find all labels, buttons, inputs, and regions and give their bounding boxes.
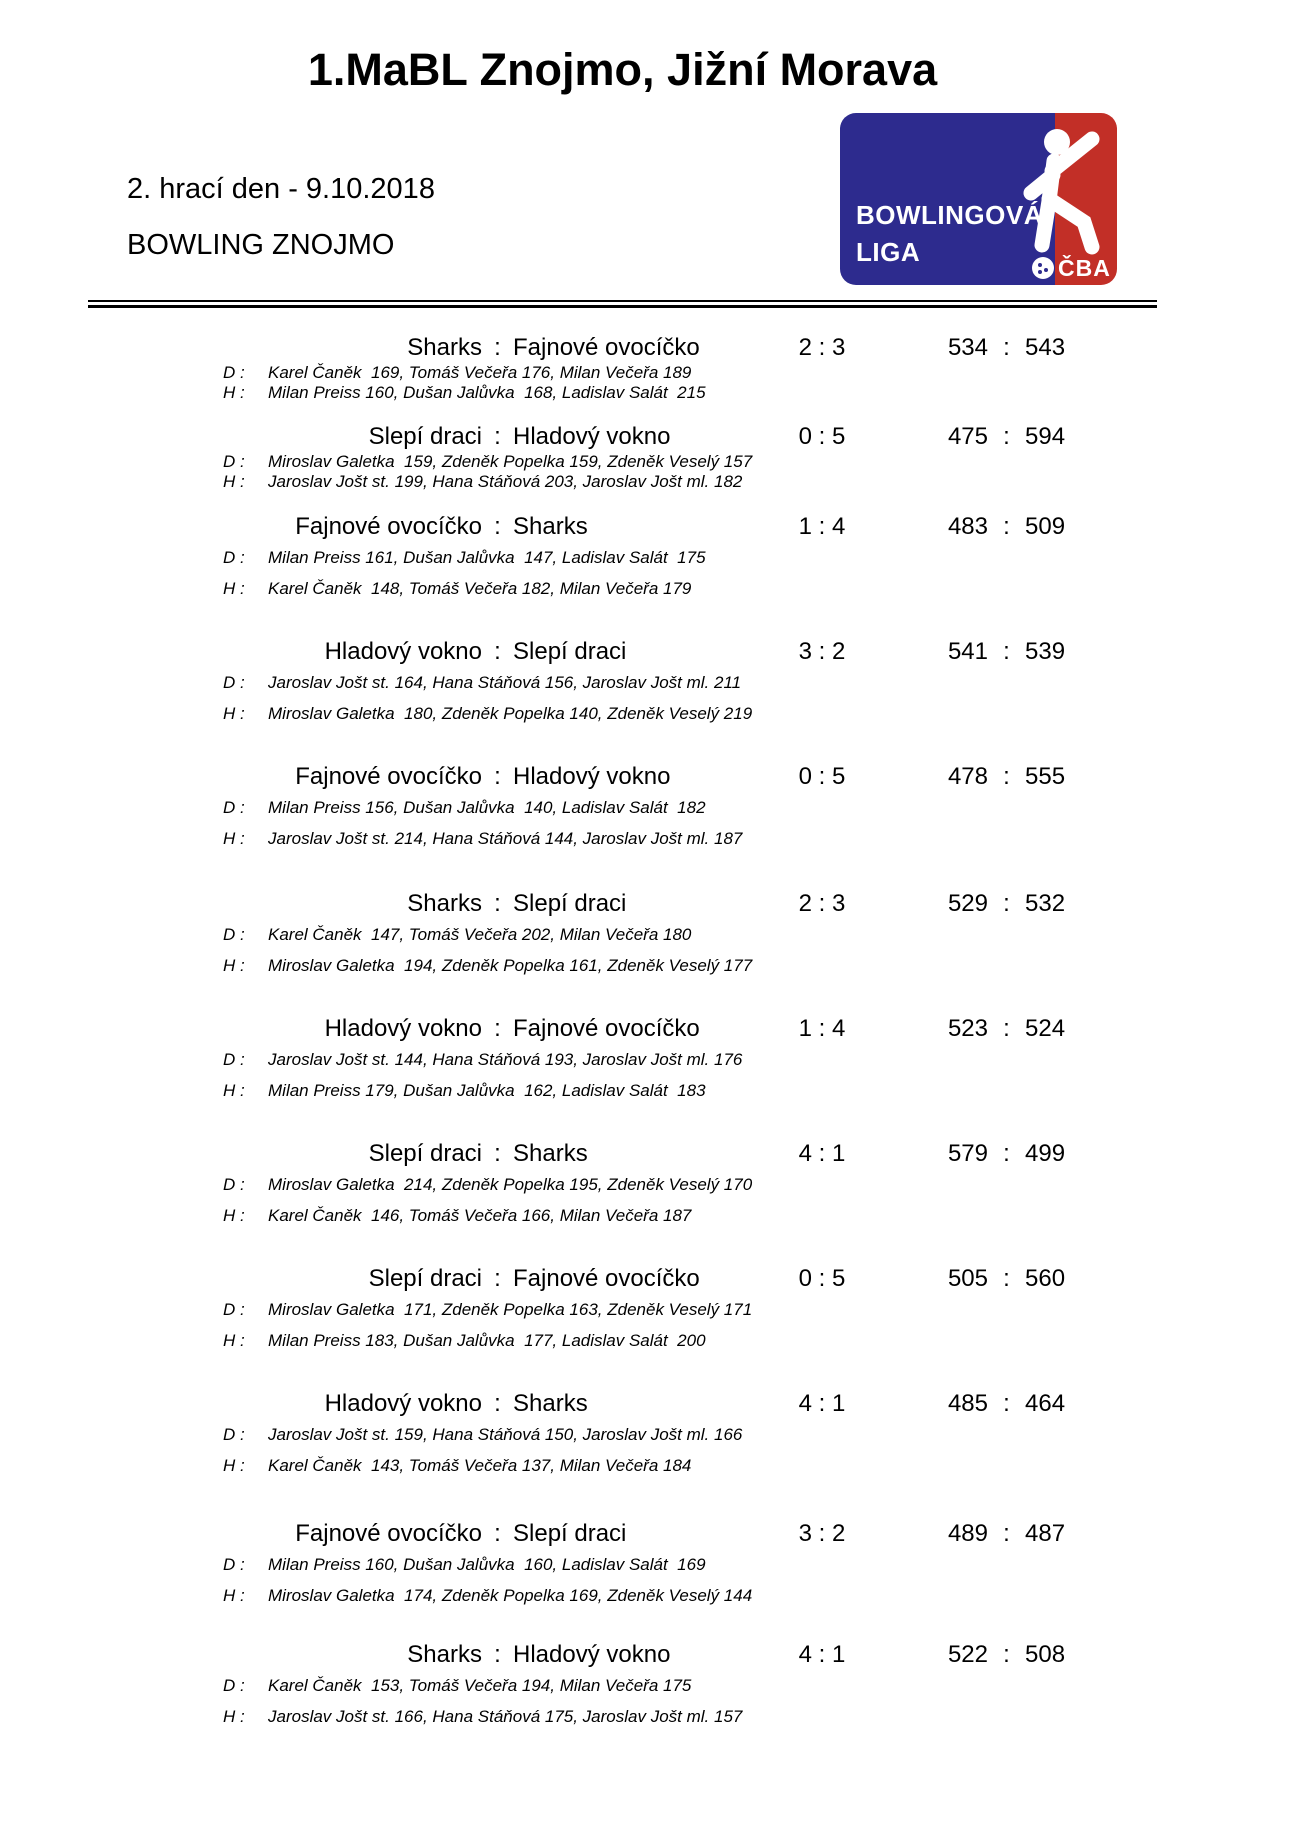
pins-away: 543 <box>1025 334 1066 361</box>
home-team-name: Slepí draci <box>368 423 482 450</box>
team-separator: : <box>494 1140 501 1167</box>
d-row-players: Milan Preiss 156, Dušan Jalůvka 140, Ladislav Salát 182 <box>268 798 706 817</box>
d-row-label: D : <box>223 548 245 567</box>
match-points-score: 4 : 1 <box>798 1390 846 1417</box>
pins-home: 523 <box>947 1015 988 1042</box>
h-row-label: H : <box>223 829 245 848</box>
d-row-label: D : <box>223 1555 245 1574</box>
d-row-label: D : <box>223 452 245 471</box>
team-separator: : <box>494 334 501 361</box>
d-row-players: Jaroslav Jošt st. 159, Hana Stáňová 150, Jaroslav Jošt ml. 166 <box>268 1425 743 1444</box>
pins-home: 483 <box>947 513 988 540</box>
pins-home: 579 <box>947 1140 988 1167</box>
match-points-score: 2 : 3 <box>798 334 846 361</box>
venue-name: BOWLING ZNOJMO <box>127 229 395 261</box>
h-row-label: H : <box>223 1707 245 1726</box>
team-separator: : <box>494 1390 501 1417</box>
home-team-name: Sharks <box>407 334 482 361</box>
team-separator: : <box>494 513 501 540</box>
away-team-name: Hladový vokno <box>513 1641 671 1668</box>
logo-text-line2: LIGA <box>856 237 921 267</box>
h-row-label: H : <box>223 579 245 598</box>
d-row-players: Miroslav Galetka 159, Zdeněk Popelka 159, Zdeněk Veselý 157 <box>268 452 753 471</box>
match-day-date: 2. hrací den - 9.10.2018 <box>127 173 435 205</box>
d-row-players: Jaroslav Jošt st. 144, Hana Stáňová 193, Jaroslav Jošt ml. 176 <box>268 1050 743 1069</box>
match-block <box>0 423 1304 515</box>
cba-badge-text: ČBA <box>1058 255 1111 281</box>
h-row-label: H : <box>223 704 245 723</box>
match-block <box>0 513 1304 605</box>
h-row-players: Karel Čaněk 148, Tomáš Večeřa 182, Milan Večeřa 179 <box>268 579 692 598</box>
match-block <box>0 1140 1304 1232</box>
pins-home: 489 <box>947 1520 988 1547</box>
pins-away: 499 <box>1025 1140 1066 1167</box>
logo-text-line1: BOWLINGOVÁ <box>856 200 1043 230</box>
team-separator: : <box>494 1015 501 1042</box>
h-row-players: Jaroslav Jošt st. 199, Hana Stáňová 203, Jaroslav Jošt ml. 182 <box>268 472 743 491</box>
home-team-name: Hladový vokno <box>324 1015 482 1042</box>
pins-separator: : <box>1003 638 1010 665</box>
match-block <box>0 334 1304 426</box>
d-row-label: D : <box>223 798 245 817</box>
pins-home: 505 <box>947 1265 988 1292</box>
home-team-name: Slepí draci <box>368 1265 482 1292</box>
match-points-score: 0 : 5 <box>798 1265 846 1292</box>
h-row-players: Milan Preiss 160, Dušan Jalůvka 168, Ladislav Salát 215 <box>268 383 706 402</box>
pins-total <box>900 423 1160 450</box>
pins-away: 539 <box>1025 638 1066 665</box>
pins-total <box>900 334 1160 361</box>
team-separator: : <box>494 1520 501 1547</box>
d-row-players: Karel Čaněk 153, Tomáš Večeřa 194, Milan Večeřa 175 <box>268 1676 692 1695</box>
h-row-label: H : <box>223 1331 245 1350</box>
away-team-name: Sharks <box>513 513 588 540</box>
match-points-score: 3 : 2 <box>798 638 846 665</box>
cba-badge <box>1032 256 1111 280</box>
home-team-name: Fajnové ovocíčko <box>295 763 482 790</box>
pins-total <box>900 1265 1160 1292</box>
match-block <box>0 1390 1304 1482</box>
h-row-label: H : <box>223 956 245 975</box>
pins-away: 487 <box>1025 1520 1066 1547</box>
pins-total <box>900 1015 1160 1042</box>
away-team-name: Fajnové ovocíčko <box>513 1015 700 1042</box>
d-row-players: Milan Preiss 161, Dušan Jalůvka 147, Ladislav Salát 175 <box>268 548 706 567</box>
h-row-players: Milan Preiss 179, Dušan Jalůvka 162, Ladislav Salát 183 <box>268 1081 706 1100</box>
d-row-label: D : <box>223 1175 245 1194</box>
d-row-label: D : <box>223 1050 245 1069</box>
pins-away: 594 <box>1025 423 1066 450</box>
d-row-players: Karel Čaněk 169, Tomáš Večeřa 176, Milan Večeřa 189 <box>268 363 692 382</box>
pins-separator: : <box>1003 1140 1010 1167</box>
pins-total <box>900 1390 1160 1417</box>
away-team-name: Hladový vokno <box>513 763 671 790</box>
pins-home: 485 <box>947 1390 988 1417</box>
d-row-players: Miroslav Galetka 171, Zdeněk Popelka 163, Zdeněk Veselý 171 <box>268 1300 753 1319</box>
home-team-name: Hladový vokno <box>324 1390 482 1417</box>
away-team-name: Sharks <box>513 1390 588 1417</box>
team-separator: : <box>494 763 501 790</box>
pins-total <box>900 1641 1160 1668</box>
pins-total <box>900 1140 1160 1167</box>
league-logo <box>840 113 1117 285</box>
away-team-name: Slepí draci <box>513 1520 627 1547</box>
match-points-score: 4 : 1 <box>798 1140 846 1167</box>
d-row-label: D : <box>223 1425 245 1444</box>
home-team-name: Fajnové ovocíčko <box>295 513 482 540</box>
away-team-name: Slepí draci <box>513 890 627 917</box>
team-separator: : <box>494 423 501 450</box>
match-points-score: 0 : 5 <box>798 763 846 790</box>
match-block <box>0 1641 1304 1733</box>
away-team-name: Fajnové ovocíčko <box>513 334 700 361</box>
pins-separator: : <box>1003 1390 1010 1417</box>
h-row-players: Miroslav Galetka 180, Zdeněk Popelka 140, Zdeněk Veselý 219 <box>268 704 753 723</box>
home-team-name: Sharks <box>407 1641 482 1668</box>
match-points-score: 1 : 4 <box>798 1015 846 1042</box>
pins-total <box>900 763 1160 790</box>
away-team-name: Slepí draci <box>513 638 627 665</box>
match-points-score: 0 : 5 <box>798 423 846 450</box>
pins-total <box>900 890 1160 917</box>
home-team-name: Hladový vokno <box>324 638 482 665</box>
pins-home: 534 <box>947 334 988 361</box>
pins-away: 532 <box>1025 890 1066 917</box>
d-row-label: D : <box>223 363 245 382</box>
away-team-name: Fajnové ovocíčko <box>513 1265 700 1292</box>
match-block <box>0 1265 1304 1357</box>
team-separator: : <box>494 890 501 917</box>
match-block <box>0 638 1304 730</box>
pins-separator: : <box>1003 1015 1010 1042</box>
h-row-players: Karel Čaněk 143, Tomáš Večeřa 137, Milan Večeřa 184 <box>268 1456 692 1475</box>
pins-separator: : <box>1003 890 1010 917</box>
pins-away: 555 <box>1025 763 1066 790</box>
d-row-players: Milan Preiss 160, Dušan Jalůvka 160, Ladislav Salát 169 <box>268 1555 706 1574</box>
h-row-label: H : <box>223 383 245 402</box>
team-separator: : <box>494 638 501 665</box>
d-row-label: D : <box>223 673 245 692</box>
home-team-name: Sharks <box>407 890 482 917</box>
match-block <box>0 763 1304 855</box>
match-points-score: 2 : 3 <box>798 890 846 917</box>
pins-total <box>900 638 1160 665</box>
h-row-label: H : <box>223 1081 245 1100</box>
h-row-label: H : <box>223 1206 245 1225</box>
pins-home: 522 <box>947 1641 988 1668</box>
pins-total <box>900 1520 1160 1547</box>
d-row-players: Jaroslav Jošt st. 164, Hana Stáňová 156, Jaroslav Jošt ml. 211 <box>268 673 742 692</box>
home-team-name: Slepí draci <box>368 1140 482 1167</box>
team-separator: : <box>494 1265 501 1292</box>
pins-separator: : <box>1003 1265 1010 1292</box>
pins-home: 478 <box>947 763 988 790</box>
page-title: 1.MaBL Znojmo, Jižní Morava <box>307 44 938 95</box>
match-block <box>0 890 1304 982</box>
h-row-players: Jaroslav Jošt st. 166, Hana Stáňová 175, Jaroslav Jošt ml. 157 <box>268 1707 743 1726</box>
pins-separator: : <box>1003 423 1010 450</box>
d-row-label: D : <box>223 1676 245 1695</box>
d-row-label: D : <box>223 925 245 944</box>
pins-separator: : <box>1003 1641 1010 1668</box>
h-row-label: H : <box>223 1456 245 1475</box>
team-separator: : <box>494 1641 501 1668</box>
pins-away: 464 <box>1025 1390 1066 1417</box>
match-block <box>0 1015 1304 1107</box>
h-row-players: Milan Preiss 183, Dušan Jalůvka 177, Ladislav Salát 200 <box>268 1331 706 1350</box>
pins-home: 541 <box>947 638 988 665</box>
bowling-ball-icon <box>1032 257 1054 279</box>
pins-home: 529 <box>947 890 988 917</box>
pins-away: 508 <box>1025 1641 1066 1668</box>
d-row-label: D : <box>223 1300 245 1319</box>
match-block <box>0 1520 1304 1612</box>
d-row-players: Miroslav Galetka 214, Zdeněk Popelka 195, Zdeněk Veselý 170 <box>268 1175 753 1194</box>
h-row-label: H : <box>223 472 245 491</box>
h-row-label: H : <box>223 1586 245 1605</box>
pins-away: 560 <box>1025 1265 1066 1292</box>
h-row-players: Miroslav Galetka 194, Zdeněk Popelka 161, Zdeněk Veselý 177 <box>268 956 753 975</box>
d-row-players: Karel Čaněk 147, Tomáš Večeřa 202, Milan Večeřa 180 <box>268 925 692 944</box>
h-row-players: Karel Čaněk 146, Tomáš Večeřa 166, Milan Večeřa 187 <box>268 1206 692 1225</box>
pins-separator: : <box>1003 334 1010 361</box>
away-team-name: Hladový vokno <box>513 423 671 450</box>
pins-separator: : <box>1003 1520 1010 1547</box>
match-points-score: 4 : 1 <box>798 1641 846 1668</box>
pins-away: 509 <box>1025 513 1066 540</box>
h-row-players: Miroslav Galetka 174, Zdeněk Popelka 169, Zdeněk Veselý 144 <box>268 1586 753 1605</box>
pins-home: 475 <box>947 423 988 450</box>
match-points-score: 3 : 2 <box>798 1520 846 1547</box>
match-points-score: 1 : 4 <box>798 513 846 540</box>
pins-total <box>900 513 1160 540</box>
h-row-players: Jaroslav Jošt st. 214, Hana Stáňová 144, Jaroslav Jošt ml. 187 <box>268 829 743 848</box>
home-team-name: Fajnové ovocíčko <box>295 1520 482 1547</box>
away-team-name: Sharks <box>513 1140 588 1167</box>
header-divider <box>88 300 1157 308</box>
pins-separator: : <box>1003 763 1010 790</box>
pins-away: 524 <box>1025 1015 1066 1042</box>
pins-separator: : <box>1003 513 1010 540</box>
